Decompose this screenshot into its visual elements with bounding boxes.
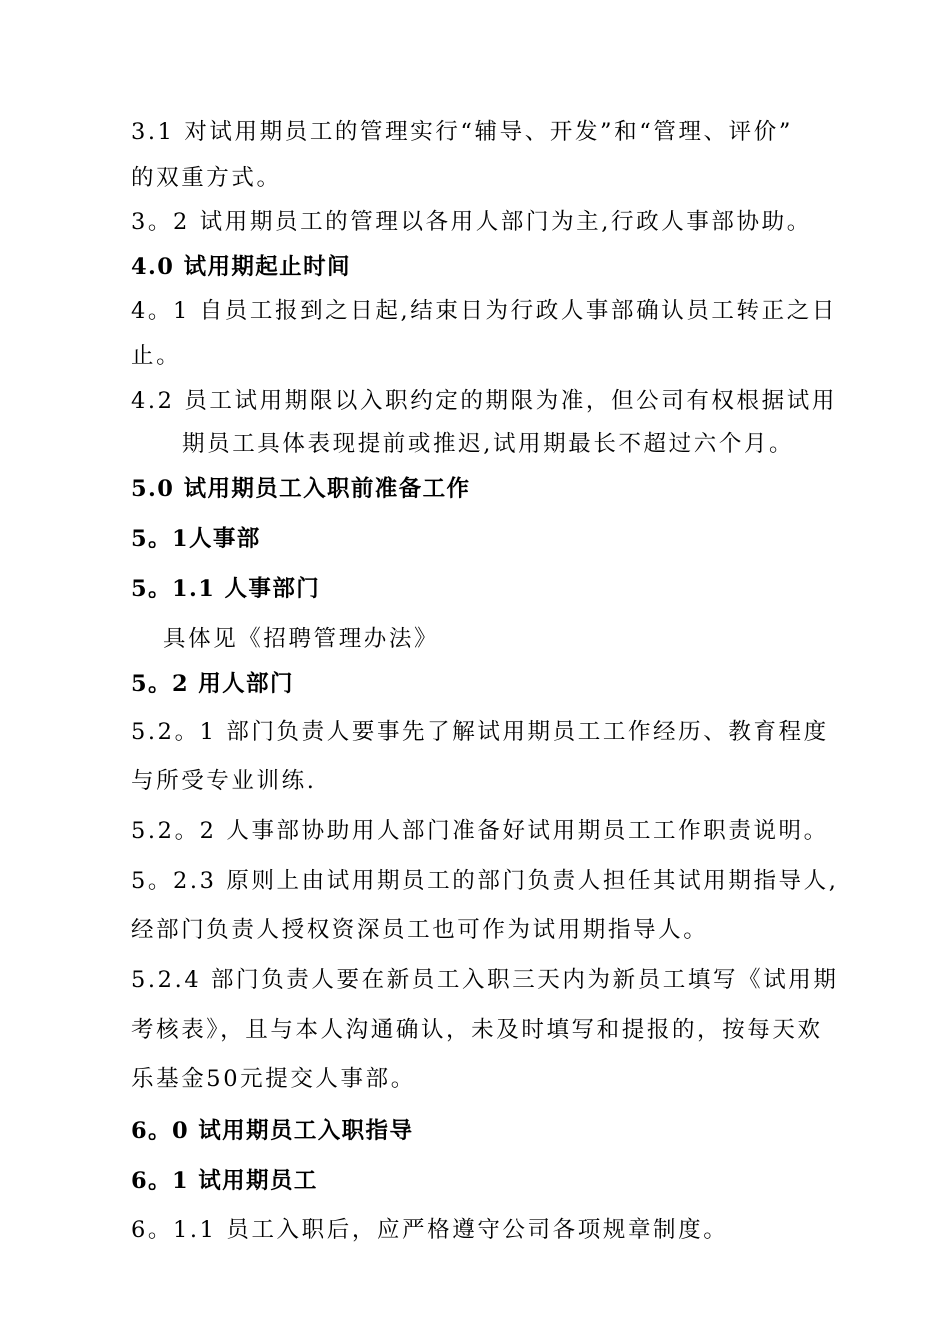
clause-3-1-cont: 的双重方式。 xyxy=(131,165,282,191)
heading-5-1-1: 5。1.1 人事部门 xyxy=(131,576,321,602)
clause-5-2-4-cont: 考核表》，且与本人沟通确认，未及时填写和提报的，按每天欢 xyxy=(131,1017,823,1043)
heading-5-0: 5.0 试用期员工入职前准备工作 xyxy=(131,476,471,502)
clause-5-2-2: 5.2。2 人事部协助用人部门准备好试用期员工工作职责说明。 xyxy=(131,818,829,844)
heading-5-2: 5。2 用人部门 xyxy=(131,671,294,697)
clause-5-1-1-detail: 具体见《招聘管理办法》 xyxy=(163,626,440,652)
clause-3-2: 3。2 试用期员工的管理以各用人部门为主,行政人事部协助。 xyxy=(131,209,812,235)
clause-5-2-1-cont: 与所受专业训练. xyxy=(131,768,317,794)
clause-5-2-4-cont-2: 乐基金50元提交人事部。 xyxy=(131,1066,416,1092)
heading-4-0: 4.0 试用期起止时间 xyxy=(131,254,351,280)
clause-5-2-3: 5。2.3 原则上由试用期员工的部门负责人担任其试用期指导人, xyxy=(131,868,839,894)
clause-4-1-cont: 止。 xyxy=(131,343,182,369)
clause-6-1-1: 6。1.1 员工入职后，应严格遵守公司各项规章制度。 xyxy=(131,1217,729,1243)
clause-5-2-1: 5.2。1 部门负责人要事先了解试用期员工工作经历、教育程度 xyxy=(131,719,829,745)
clause-4-1: 4。1 自员工报到之日起,结束日为行政人事部确认员工转正之日 xyxy=(131,298,837,324)
heading-6-0: 6。0 试用期员工入职指导 xyxy=(131,1118,414,1144)
clause-5-2-4: 5.2.4 部门负责人要在新员工入职三天内为新员工填写《试用期 xyxy=(131,967,839,993)
clause-4-2: 4.2 员工试用期限以入职约定的期限为准，但公司有权根据试用 xyxy=(131,388,837,414)
clause-5-2-3-cont: 经部门负责人授权资深员工也可作为试用期指导人。 xyxy=(131,917,709,943)
heading-5-1: 5。1人事部 xyxy=(131,526,261,552)
clause-3-1: 3.1 对试用期员工的管理实行“辅导、开发”和“管理、评价” xyxy=(131,119,793,145)
heading-6-1: 6。1 试用期员工 xyxy=(131,1168,318,1194)
clause-4-2-cont: 期员工具体表现提前或推迟,试用期最长不超过六个月。 xyxy=(182,431,795,457)
